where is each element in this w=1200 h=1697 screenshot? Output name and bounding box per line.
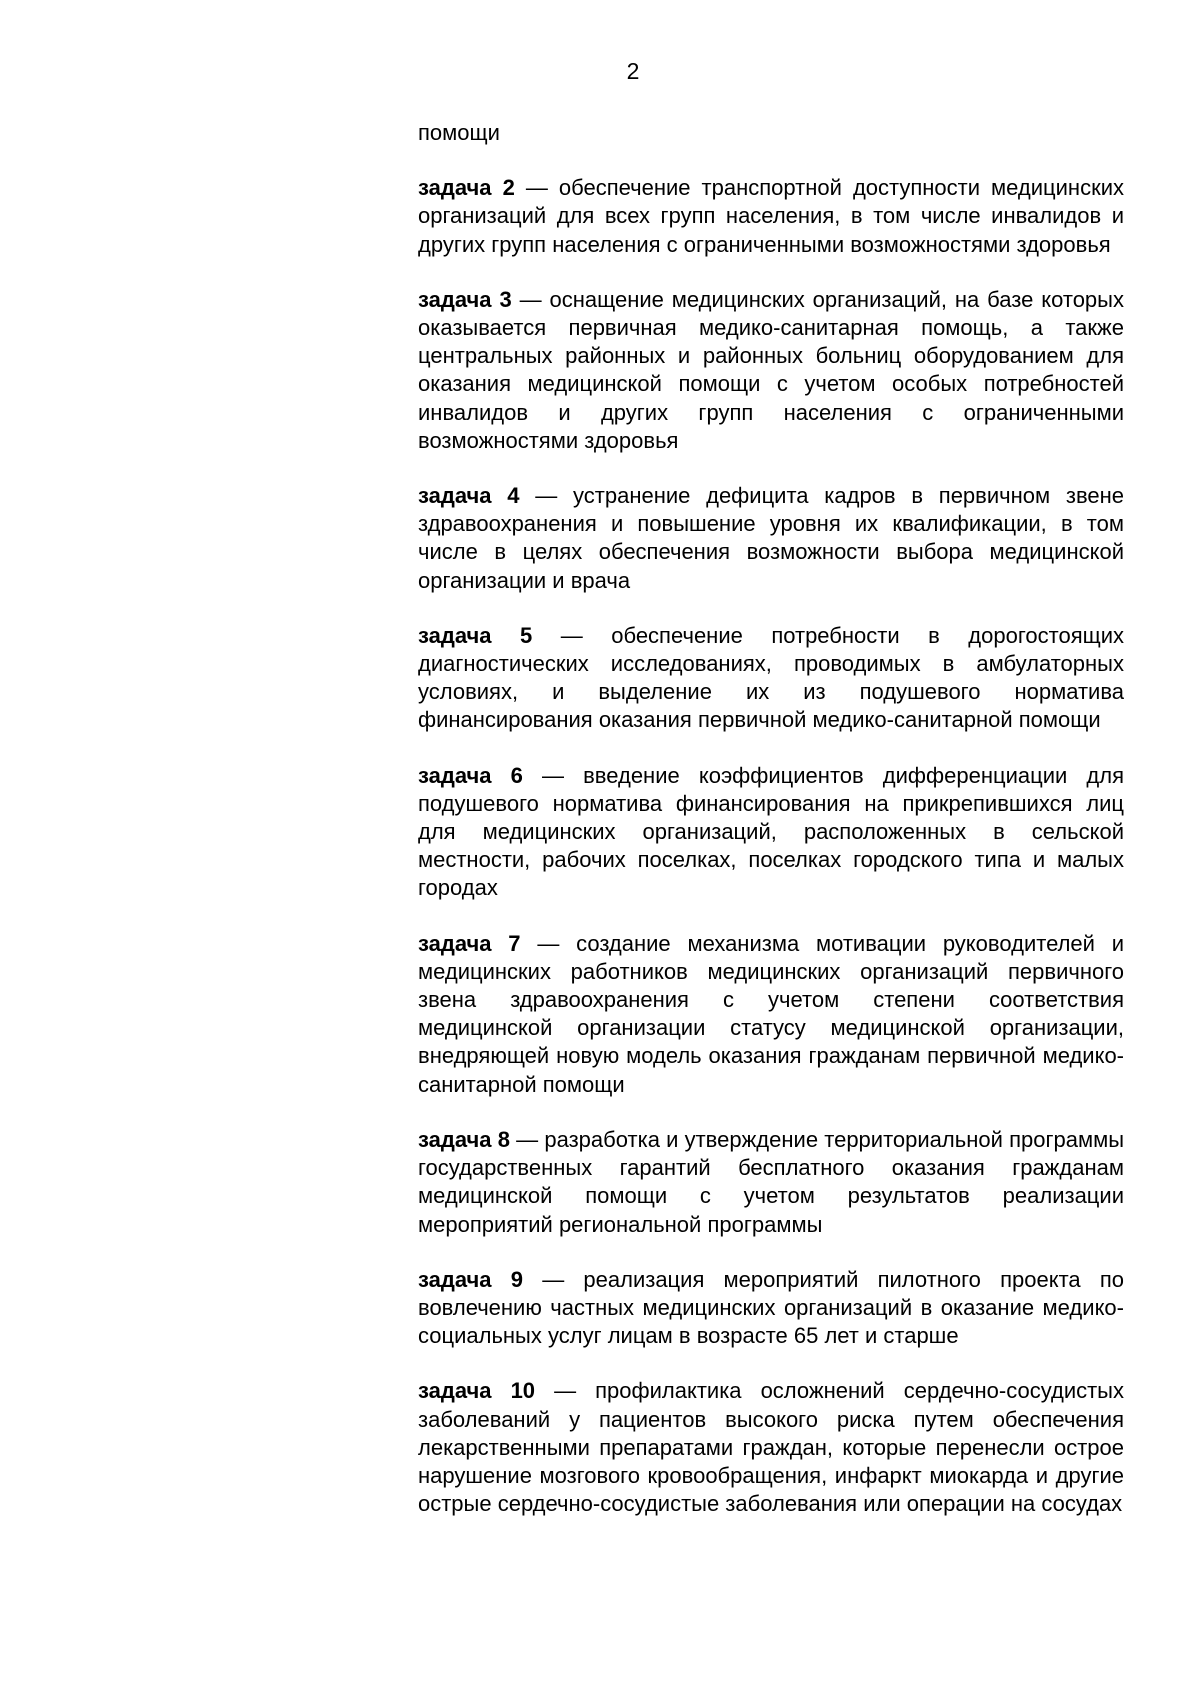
continuation-text: помощи (418, 120, 500, 145)
page-number: 2 (626, 58, 640, 84)
task-text: — профилактика осложнений сердечно-сосудистых заболеваний у пациентов высокого риска путем обеспечения лекарственными препаратами граждан, которые перенесли острое нарушение мозгового кровообращения, инфаркт миокарда и другие острые сердечно-сосудистые заболевания или операции на сосудах (418, 1378, 1124, 1517)
task-text: — устранение дефицита кадров в первичном звене здравоохранения и повышение уровня их квалификации, в том числе в целях обеспечения возможности выбора медицинской организации и врача (418, 483, 1124, 593)
task-text: — обеспечение транспортной доступности медицинских организаций для всех групп населения, в том числе инвалидов и других групп населения с ограниченными возможностями здоровья (418, 175, 1124, 257)
task-paragraph (418, 622, 1124, 735)
task-text: — введение коэффициентов дифференциации для подушевого норматива финансирования на прикрепившихся лиц для медицинских организаций, расположенных в сельской местности, рабочих поселках, поселках городского типа и малых городах (418, 762, 1124, 901)
task-paragraph (418, 762, 1124, 903)
task-paragraph (418, 174, 1124, 259)
task-label: задача 5 (418, 622, 533, 648)
task-paragraph (418, 1377, 1124, 1518)
task-label: задача 10 (418, 1378, 536, 1404)
task-label: задача 3 (418, 286, 512, 312)
task-label: задача 9 (418, 1266, 523, 1292)
task-label: задача 7 (418, 930, 521, 956)
task-text: — оснащение медицинских организаций, на базе которых оказывается первичная медико-санитарная помощь, а также центральных районных и районных больниц оборудованием для оказания медицинской помощи с учетом особых потребностей инвалидов и других групп населения с ограниченными возможностями здоровья (418, 286, 1124, 453)
task-text: — разработка и утверждение территориальной программы государственных гарантий бесплатного оказания гражданам медицинской помощи с учетом результатов реализации мероприятий региональной программы (418, 1126, 1125, 1237)
task-label: задача 6 (418, 762, 523, 788)
task-paragraph (418, 930, 1124, 1099)
task-paragraph (418, 482, 1124, 595)
task-label: задача 8 (418, 1126, 510, 1152)
task-text: — реализация мероприятий пилотного проекта по вовлечению частных медицинских организаций в оказание медико-социальных услуг лицам в возрасте 65 лет и старше (418, 1266, 1124, 1349)
task-text: — создание механизма мотивации руководителей и медицинских работников медицинских организаций первичного звена здравоохранения с учетом степени соответствия медицинской организации статусу медицинской организации, внедряющей новую модель оказания гражданам первичной медико-санитарной помощи (418, 930, 1124, 1097)
task-text: — обеспечение потребности в дорогостоящих диагностических исследованиях, проводимых в амбулаторных условиях, и выделение их из подушевого норматива финансирования оказания первичной медико-санитарной помощи (418, 622, 1124, 733)
task-label: задача 4 (418, 483, 520, 509)
task-label: задача 2 (418, 175, 515, 201)
document-body (418, 119, 1124, 1545)
task-paragraph (418, 1266, 1124, 1351)
task-paragraph (418, 286, 1124, 455)
task-paragraph (418, 1126, 1124, 1239)
